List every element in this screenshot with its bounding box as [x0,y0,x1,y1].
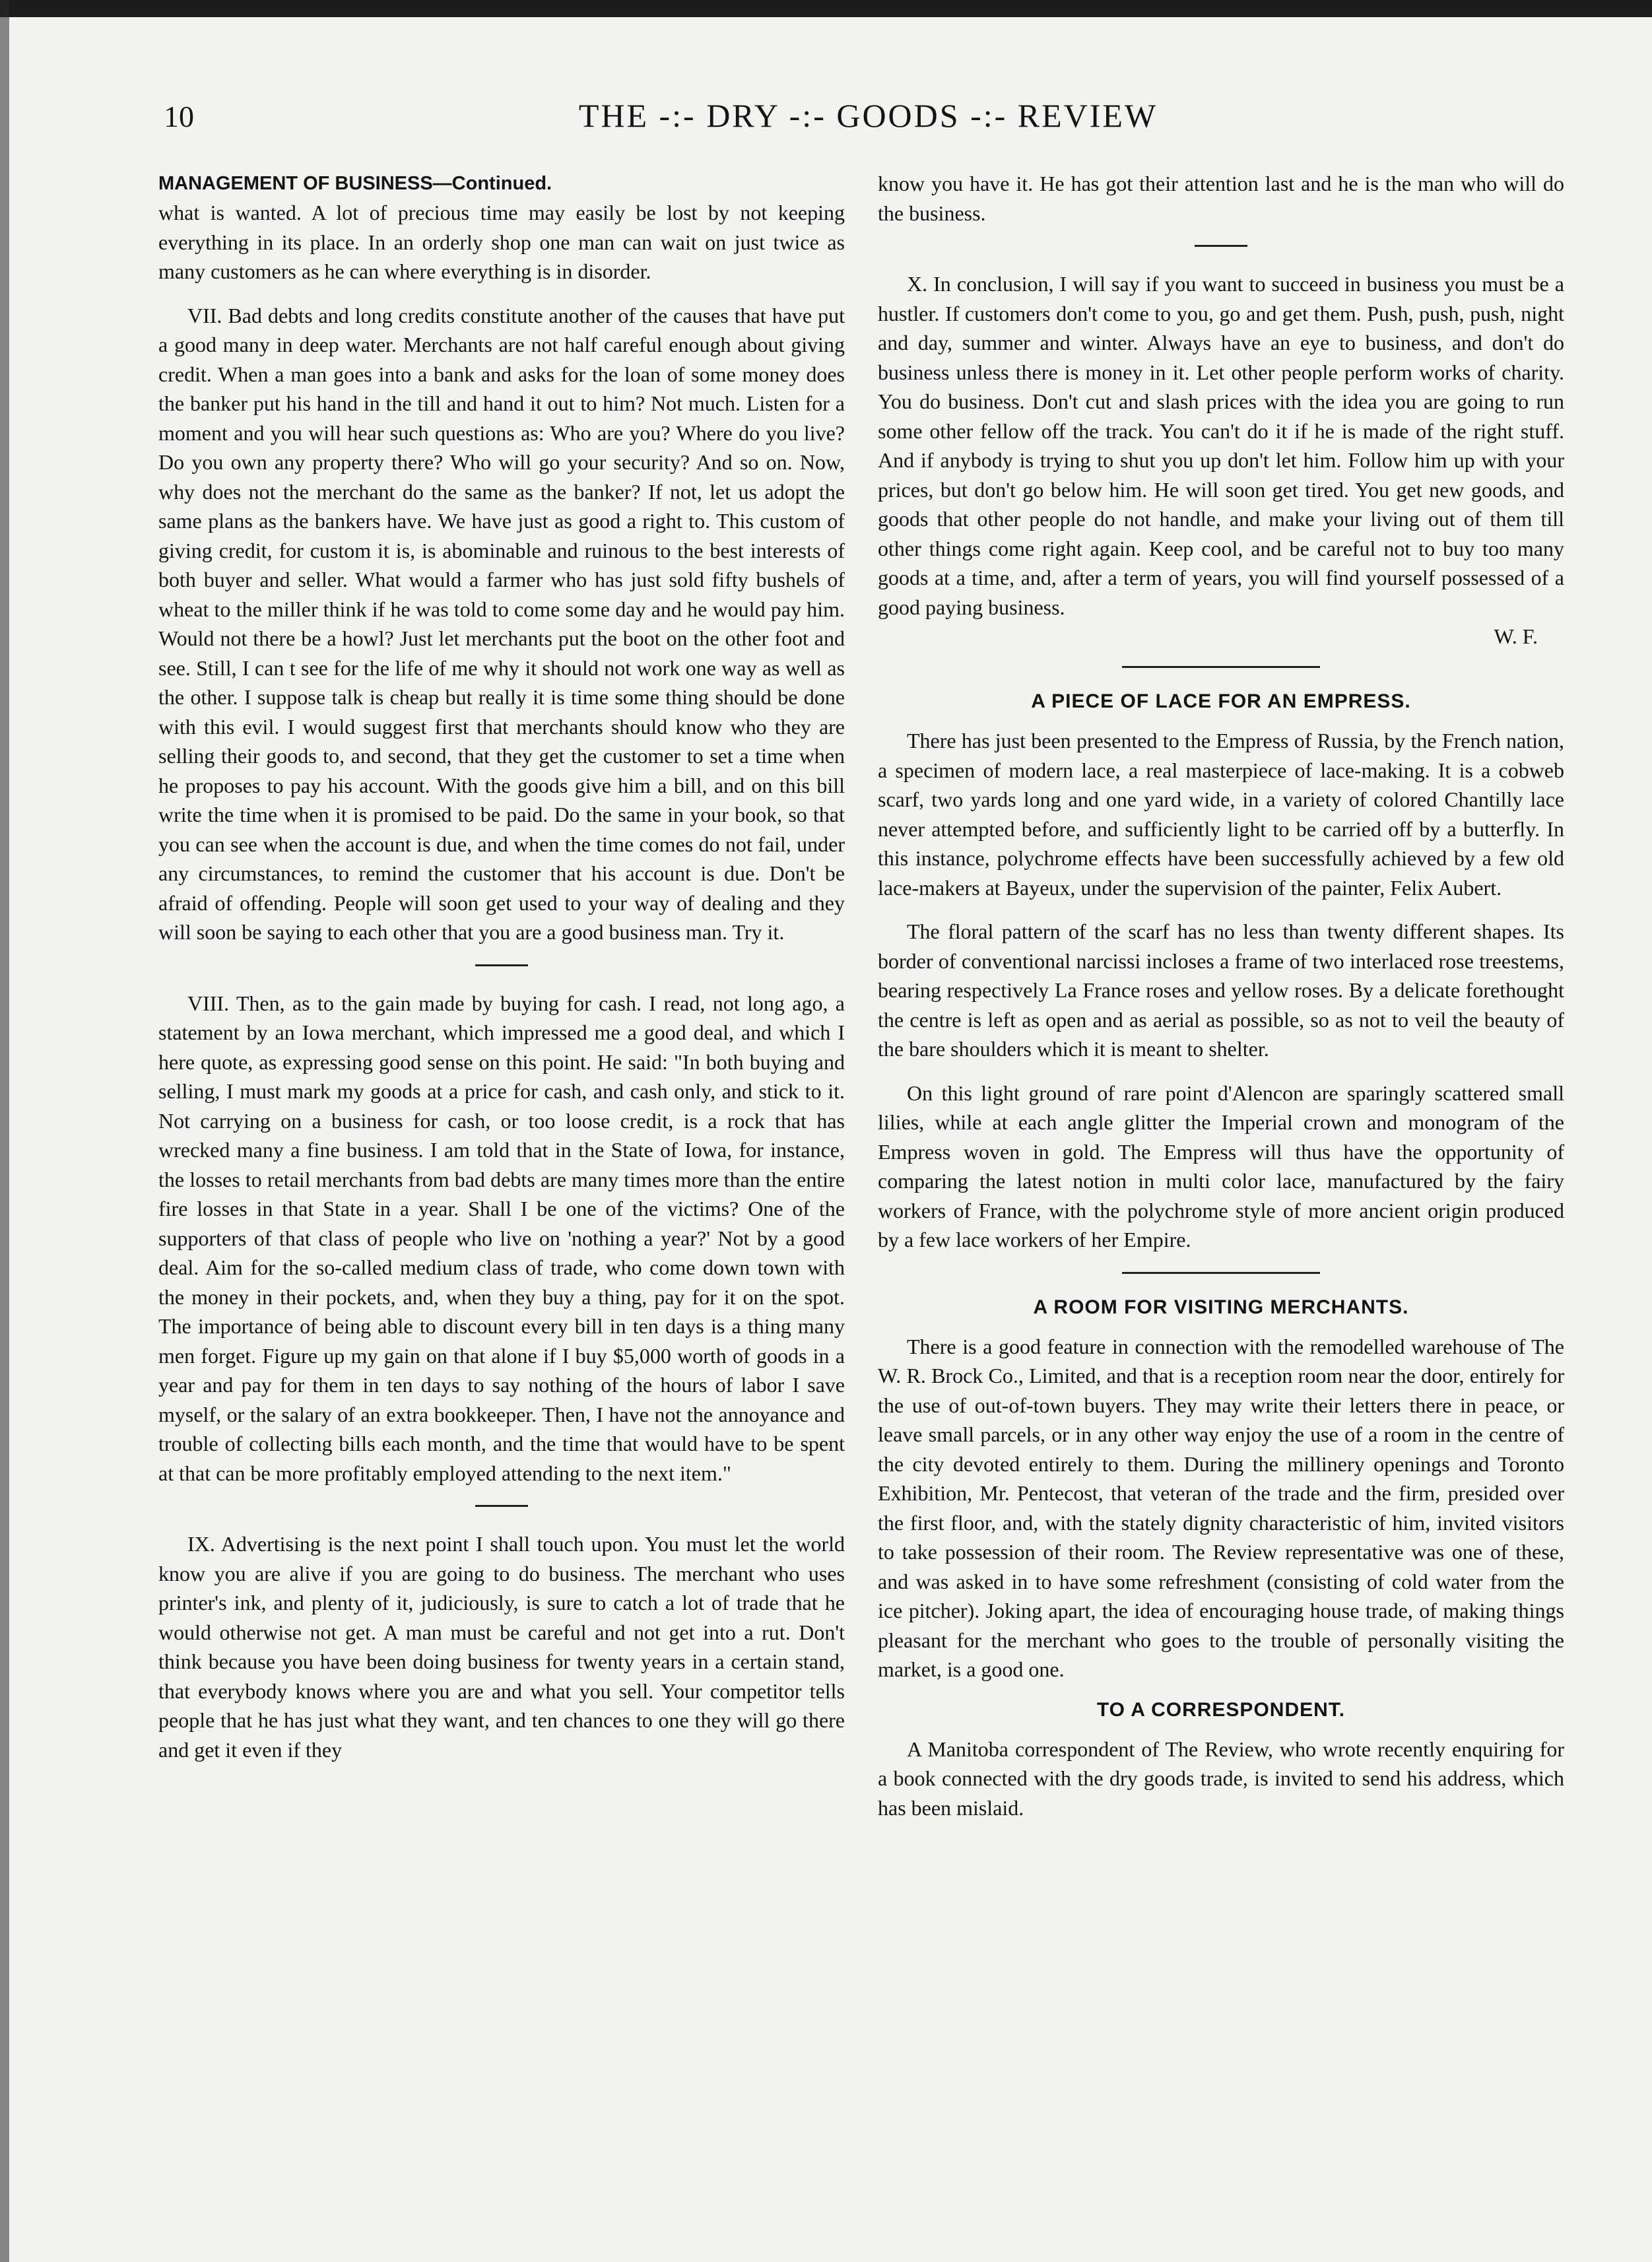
heading-visiting-merchants: A ROOM FOR VISITING MERCHANTS. [1033,1296,1409,1318]
paragraph-buying-for-cash: VIII. Then, as to the gain made by buying for cash. I read, not long ago, a statement by an Iowa merchant, which impressed me a good deal, and which I here quote, as expressing good sense on this point. He said: "In both buying and selling, I must mark my goods at a price for cash, and cash only, and stick to it. Not carrying on a business for cash, or too loose credit, is a rock that has wrecked many a fine business. I am told that in the State of Iowa, for instance, the losses to retail merchants from bad debts are many times more than the entire fire losses in that State in a year. Shall I be one of the victims? One of the supporters of that class of people who live on 'nothing a year?' Not by a good deal. Aim for the so-called medium class of trade, who come down town with the money in their pockets, and, when they buy a thing, pay for it on the spot. The importance of being able to discount every bill in ten days is a thing many men forget. Figure up my gain on that alone if I buy $5,000 worth of goods in a year and pay for them in ten days to say nothing of the hours of labor I save myself, or the salary of an extra bookkeeper. Then, I have not the annoyance and trouble of collecting bills each month, and the time that would have to be spent at that can be more profitably employed attending to the next item." [158,991,845,1485]
continued-heading: MANAGEMENT OF BUSINESS—Continued. [158,173,552,194]
article-divider [1122,666,1320,668]
author-signature: W. F. [1494,624,1538,648]
section-divider [475,1505,528,1507]
page-top-edge [0,0,1652,17]
paragraph-attention-last: know you have it. He has got their attention last and he is the man who will do the business. [878,172,1564,225]
paragraph-correspondent: A Manitoba correspondent of The Review, who wrote recently enquiring for a book connected with the dry goods trade, is invited to send his address, which has been mislaid. [878,1737,1564,1820]
heading-correspondent: TO A CORRESPONDENT. [1096,1698,1346,1721]
article-divider [1122,1272,1320,1274]
paragraph-conclusion: X. In conclusion, I will say if you want to succeed in business you must be a hustler. If customers don't come to you, go and get them. Push, push, push, night and day, summer and winter. Always have an eye to business, and don't do business unless there is money in it. Let other people perform works of charity. You do business. Don't cut and slash prices with the idea you are going to run some other fellow off the track. You can't do it if he is made of the right stuff. And if anybody is trying to shut you up don't let him. Follow him up with your prices, but don't go below him. He will soon get tired. You get new goods, and goods that other people do not handle, and make your living out of them till other things come right again. Keep cool, and be careful not to buy too many goods at a time, and, after a term of years, you will find yourself possessed of a good paying business. [878,272,1564,619]
right-column [878,169,1564,1837]
paragraph-reception-room: There is a good feature in connection with the remodelled warehouse of The W. R. Brock Co., Limited, and that is a reception room near the door, entirely for the use of out-of-town buyers. They may write their letters there in peace, or leave small parcels, or in any other way enjoy the use of a room in the centre of the city devoted entirely to them. During the millinery openings and Toronto Exhibition, Mr. Pentecost, that veteran of the trade and the firm, presided over the first floor, and, with the stately dignity characteristic of him, invited visitors to take possession of their room. The Review representative was one of these, and was asked in to have some refreshment (consisting of cold water from the ice pitcher). Joking apart, the idea of encouraging house trade, of making things pleasant for the merchant who goes to the trouble of personally visiting the market, is a good one. [878,1334,1564,1681]
page-header [164,96,1573,143]
paragraph-lace-pattern: The floral pattern of the scarf has no less than twenty different shapes. Its border of conventional narcissi incloses a frame of two interlaced rose treestems, bearing respectively La France roses and yellow roses. By a delicate forethought the centre is left as open and as aerial as possible, so as not to veil the beauty of the bare shoulders which it is meant to shelter. [878,919,1564,1061]
paragraph-orderly-shop: what is wanted. A lot of precious time may easily be lost by not keeping everything in its place. In an orderly shop one man can wait on just twice as many customers as he can where everything is in disorder. [158,201,845,283]
masthead-title: THE -:- DRY -:- GOODS -:- REVIEW [578,97,1158,134]
heading-lace-empress: A PIECE OF LACE FOR AN EMPRESS. [1031,690,1411,712]
paragraph-bad-debts: VII. Bad debts and long credits constitute another of the causes that have put a good many in deep water. Merchants are not half careful enough about giving credit. When a man goes into a bank and asks for the loan of some money does the banker put his hand in the till and hand it out to him? Not much. Listen for a moment and you will hear such questions as: Who are you? Where do you live? Do you own any property there? Who will go your security? And so on. Now, why does not the merchant do the same as the banker? If not, let us adopt the same plans as the bankers have. We have just as good a right to. This custom of giving credit, for custom it is, is abominable and ruinous to the best interests of both buyer and seller. What would a farmer who has just sold fifty bushels of wheat to the miller think if he was told to come some day and he would pay him. Would not there be a howl? Just let merchants put the boot on the other foot and see. Still, I can t see for the life of me why it should not work one way as well as the other. I suppose talk is cheap but really it is time some thing should be done with this evil. I would suggest first that merchants should know who they are selling their goods to, and second, that they get the customer to set a time when he proposes to pay his account. With the goods give him a bill, and on this bill write the time when it is promised to be paid. Do the same in your book, so that you can see when the account is due, and when the time comes do not fail, under any circumstances, to remind the customer that his account is due. Don't be afraid of offending. People will soon get used to your way of dealing and they will soon be saying to each other that you are a good business man. Try it. [158,303,845,944]
paragraph-advertising: IX. Advertising is the next point I shall touch upon. You must let the world know you are alive if you are going to do business. The merchant who uses printer's ink, and plenty of it, judiciously, is sure to catch a lot of trade that he would otherwise not get. A man must be careful and not get into a rut. Don't think because you have been doing business for twenty years in a certain stand, that everybody knows where you are and what you sell. Your competitor tells people that he has just what they want, and ten chances to one they will go there and get it even if they [158,1532,845,1762]
left-column [158,169,845,1779]
section-divider [1195,245,1247,247]
binding-edge [0,0,9,2262]
section-divider [475,964,528,966]
paragraph-lace-ground: On this light ground of rare point d'Alencon are sparingly scattered small lilies, while at each angle glitter the Imperial crown and monogram of the Empress woven in gold. The Empress will thus have the opportunity of comparing the latest notion in multi color lace, manufactured by the fairy workers of France, with the polychrome style of more ancient origin produced by a few lace workers of her Empire. [878,1081,1564,1251]
page-number: 10 [164,100,194,133]
paragraph-lace-intro: There has just been presented to the Empress of Russia, by the French nation, a specimen of modern lace, a real masterpiece of lace-making. It is a cobweb scarf, two yards long and one yard wide, in a variety of colored Chantilly lace never attempted before, and sufficiently light to be carried off by a butterfly. In this instance, polychrome effects have been successfully achieved by a few old lace-makers at Bayeux, under the supervision of the painter, Felix Aubert. [878,729,1564,900]
